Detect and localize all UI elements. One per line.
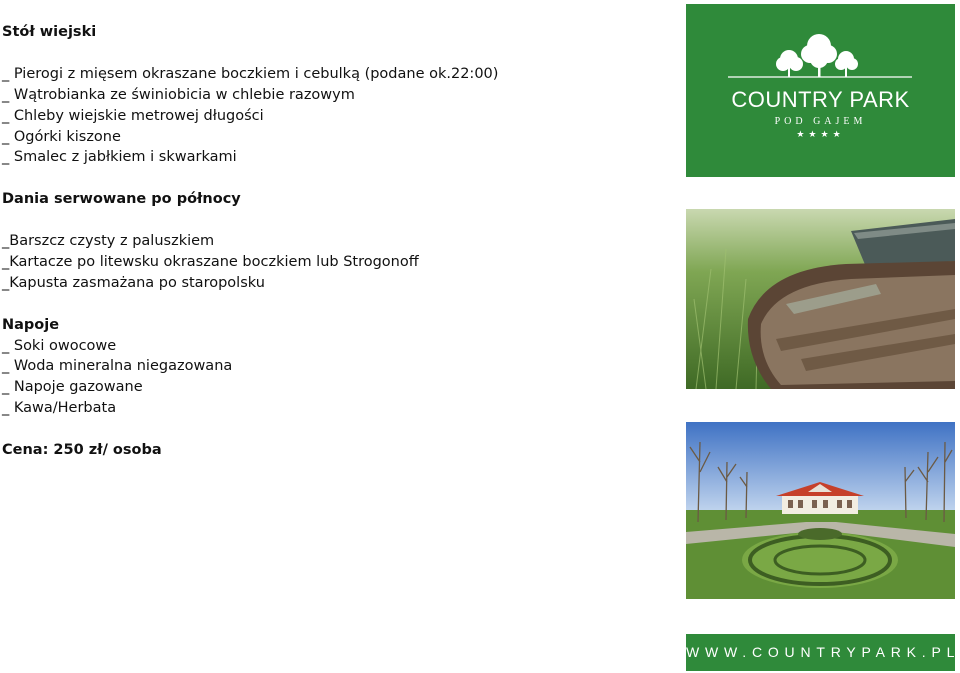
section-title-after-midnight: Dania serwowane po północy bbox=[2, 191, 241, 208]
country-park-logo bbox=[686, 4, 955, 177]
menu-item: _ Smalec z jabłkiem i skwarkami bbox=[2, 149, 237, 166]
menu-item: _Barszcz czysty z paluszkiem bbox=[2, 233, 215, 250]
manor-photo bbox=[686, 422, 955, 599]
menu-item: _Kartacze po litewsku okraszane boczkiem lub Strogonoff bbox=[2, 253, 419, 270]
menu-item: _ Napoje gazowane bbox=[2, 379, 143, 396]
logo-stars: ★★★★ bbox=[796, 130, 845, 140]
menu-item: _ Chleby wiejskie metrowej długości bbox=[2, 107, 264, 124]
menu-item: _ Woda mineralna niegazowana bbox=[2, 358, 233, 375]
menu-item: _ Pierogi z mięsem okraszane boczkiem i cebulką (podane ok.22:00) bbox=[2, 65, 499, 82]
menu-item: _ Kawa/Herbata bbox=[2, 400, 117, 417]
menu-item: _Kapusta zasmażana po staropolsku bbox=[2, 274, 265, 291]
menu-item: _ Ogórki kiszone bbox=[2, 128, 121, 145]
website-link[interactable]: WWW.COUNTRYPARK.PL bbox=[686, 634, 955, 671]
menu-item: _ Wątrobianka ze świniobicia w chlebie razowym bbox=[2, 86, 355, 103]
logo-subtitle: POD GAJEM bbox=[774, 116, 867, 127]
menu-item: _ Soki owocowe bbox=[2, 337, 117, 354]
trees-icon bbox=[686, 26, 955, 86]
logo-name: COUNTRY PARK bbox=[731, 87, 910, 112]
boat-photo bbox=[686, 209, 955, 389]
section-title-drinks: Napoje bbox=[2, 316, 60, 333]
section-title-village-table: Stół wiejski bbox=[2, 24, 97, 40]
price-label: Cena: 250 zł/ osoba bbox=[2, 442, 162, 459]
menu-content bbox=[2, 22, 642, 461]
